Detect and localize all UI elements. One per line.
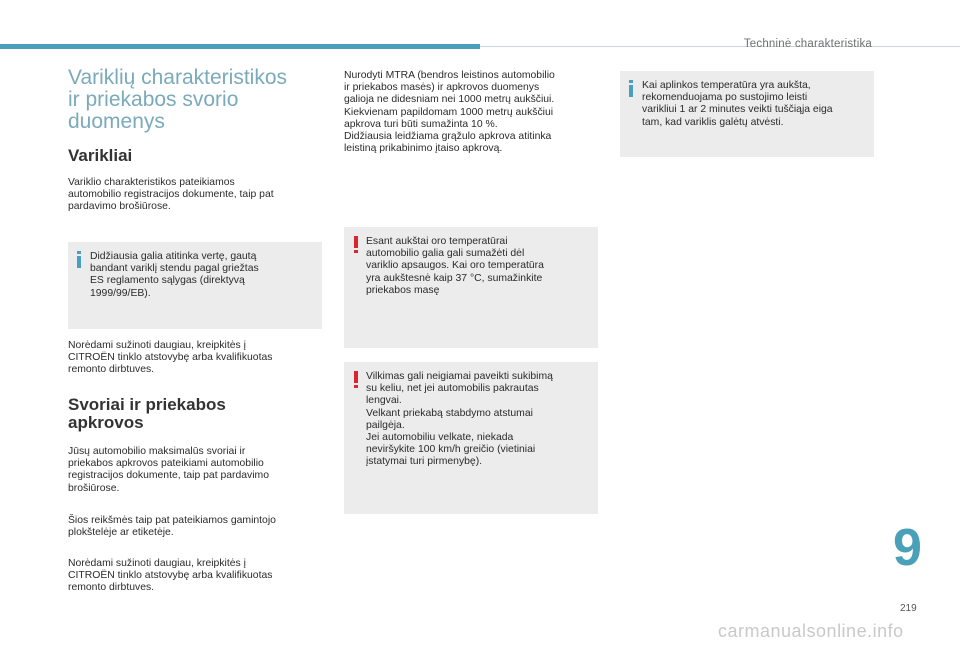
engines-paragraph: Variklio charakteristikos pateikiamos automobilio registracijos dokumente, taip pat pardavimo brošiūrose. (68, 177, 274, 213)
warning-box-text: Esant aukštai oro temperatūrai automobilio galia gali sumažėti dėl variklio apsaugos. Kai oro temperatūra yra aukštesnė kaip 37 °C, sumažinkite priekabos masę (366, 236, 544, 296)
page-title: Variklių charakteristikos ir priekabos svorio duomenys (68, 66, 288, 133)
info-box-text: Kai aplinkos temperatūra yra aukšta, rekomenduojama po sustojimo leisti varikliui 1 ar 2 minutes veikti tuščiąja eiga tam, kad variklis galėtų atvėsti. (642, 80, 833, 128)
info-icon (77, 251, 81, 267)
warning-box-temperature (344, 227, 598, 348)
info-box-text: Didžiausia galia atitinka vertę, gautą bandant variklį stendu pagal griežtas ES reglamento sąlygas (direktyvą 1999/99/EB). (90, 251, 259, 299)
plate-paragraph: Šios reikšmės taip pat pateikiamos gamintojo plokštelėje ar etiketėje. (68, 515, 276, 539)
info-box-cooling (620, 71, 874, 157)
warning-box-towing (344, 362, 598, 514)
chapter-number: 9 (893, 519, 922, 577)
info-box-power (68, 242, 322, 329)
warning-icon (354, 236, 358, 253)
watermark: carmanualsonline.info (718, 621, 904, 641)
mtra-paragraph: Nurodyti MTRA (bendros leistinos automobilio ir priekabos masės) ir apkrovos duomenys galioja ne didesniam nei 1000 metrų aukščiui. Kiekvienam papildomam 1000 metrų aukščiui apkrova turi būti sumažinta 10 %. Didžiausia leidžiama grąžulo apkrova atitinka leistiną prikabinimo įtaiso apkrovą. (344, 70, 555, 155)
section-title: Techninė charakteristika (743, 38, 872, 50)
warning-icon (354, 371, 358, 388)
page-number: 219 (900, 603, 917, 614)
contact-paragraph-2: Norėdami sužinoti daugiau, kreipkitės į CITROËN tinklo atstovybę arba kvalifikuotas remonto dirbtuves. (68, 558, 273, 594)
weights-paragraph: Jūsų automobilio maksimalūs svoriai ir priekabos apkrovos pateikiami automobilio registracijos dokumente, taip pat pardavimo brošiūrose. (68, 446, 269, 494)
weights-heading: Svoriai ir priekabos apkrovos (68, 395, 226, 432)
header-accent-bar (0, 44, 480, 49)
warning-box-text: Vilkimas gali neigiamai paveikti sukibimą su keliu, net jei automobilis pakrautas lengvai. Velkant priekabą stabdymo atstumai pailgėja. Jei automobiliu velkate, niekada neviršykite 100 km/h greičio (vietiniai įstatymai turi pirmenybę). (366, 371, 553, 468)
contact-paragraph-1: Norėdami sužinoti daugiau, kreipkitės į CITROËN tinklo atstovybę arba kvalifikuotas remonto dirbtuves. (68, 340, 273, 376)
engines-heading: Varikliai (68, 146, 133, 165)
header-rule (480, 46, 960, 47)
info-icon (629, 80, 633, 96)
